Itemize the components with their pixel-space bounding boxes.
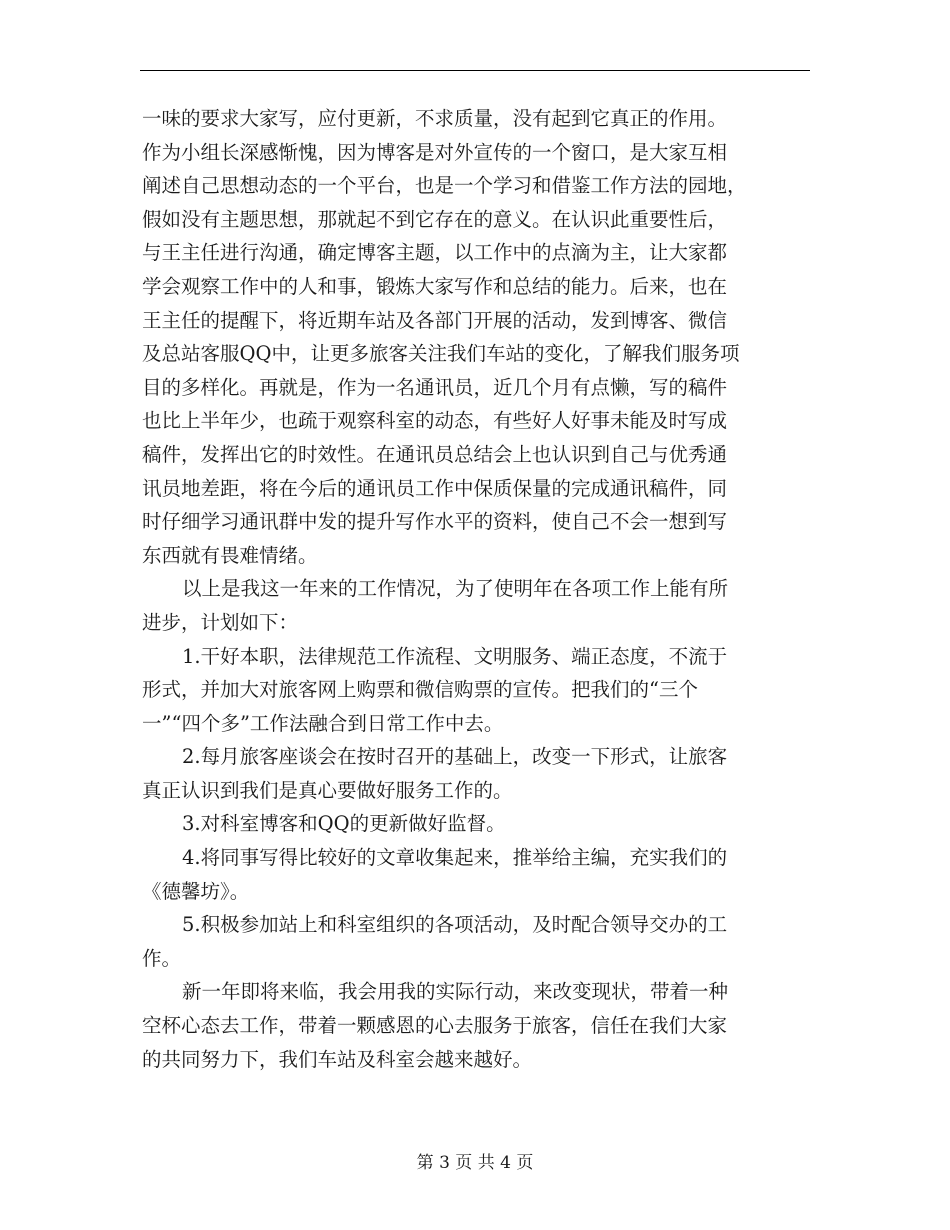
text-line: 2.每月旅客座谈会在按时召开的基础上，改变一下形式，让旅客 — [182, 745, 728, 769]
text-line: 王主任的提醒下，将近期车站及各部门开展的活动，发到博客、微信 — [142, 308, 728, 332]
page-footer: 第 3 页 共 4 页 — [416, 1153, 534, 1173]
text-line: 一味的要求大家写，应付更新，不求质量，没有起到它真正的作用。 — [142, 107, 728, 130]
text-line: 4.将同事写得比较好的文章收集起来，推举给主编，充实我们的 — [182, 846, 728, 870]
text-line: 空杯心态去工作，带着一颗感恩的心去服务于旅客，信任在我们大家 — [142, 1014, 728, 1038]
text-line: 稿件，发挥出它的时效性。在通讯员总结会上也认识到自己与优秀通 — [142, 442, 728, 466]
text-line: 真正认识到我们是真心要做好服务工作的。 — [142, 778, 513, 802]
text-line: 及总站客服QQ中，让更多旅客关注我们车站的变化，了解我们服务项 — [142, 342, 740, 366]
text-line: 作为小组长深感惭愧，因为博客是对外宣传的一个窗口，是大家互相 — [142, 140, 728, 164]
text-line: 《德馨坊》。 — [142, 879, 250, 903]
text-line: 的共同努力下，我们车站及科室会越来越好。 — [142, 1047, 533, 1071]
text-line: 目的多样化。再就是，作为一名通讯员，近几个月有点懒，写的稿件 — [142, 375, 728, 399]
text-line: 东西就有畏难情绪。 — [142, 543, 318, 567]
text-line: 以上是我这一年来的工作情况，为了使明年在各项工作上能有所 — [182, 577, 729, 601]
text-line: 与王主任进行沟通，确定博客主题，以工作中的点滴为主，让大家都 — [142, 241, 728, 265]
text-line: 3.对科室博客和QQ的更新做好监督。 — [182, 812, 506, 836]
text-line: 阐述自己思想动态的一个平台，也是一个学习和借鉴工作方法的园地， — [142, 174, 747, 198]
text-line: 新一年即将来临，我会用我的实际行动，来改变现状，带着一种 — [182, 980, 729, 1004]
text-line: 时仔细学习通讯群中发的提升写作水平的资料，使自己不会一想到写 — [142, 510, 728, 534]
text-line: 形式，并加大对旅客网上购票和微信购票的宣传。把我们的“三个 — [142, 678, 698, 702]
text-line: 学会观察工作中的人和事，锻炼大家写作和总结的能力。后来，也在 — [142, 274, 728, 298]
document-body — [142, 102, 810, 1076]
text-line: 5.积极参加站上和科室组织的各项活动，及时配合领导交办的工 — [182, 913, 728, 937]
text-line: 也比上半年少，也疏于观察科室的动态，有些好人好事未能及时写成 — [142, 409, 728, 433]
text-line: 1.干好本职，法律规范工作流程、文明服务、端正态度，不流于 — [182, 644, 728, 668]
text-line: 作。 — [142, 946, 182, 970]
text-line: 一”“四个多”工作法融合到日常工作中去。 — [142, 711, 504, 735]
text-line: 讯员地差距，将在今后的通讯员工作中保质保量的完成通讯稿件，同 — [142, 476, 728, 500]
text-line: 进步，计划如下： — [142, 610, 299, 634]
text-line: 假如没有主题思想，那就起不到它存在的意义。在认识此重要性后， — [142, 207, 728, 231]
header-rule — [140, 70, 810, 71]
